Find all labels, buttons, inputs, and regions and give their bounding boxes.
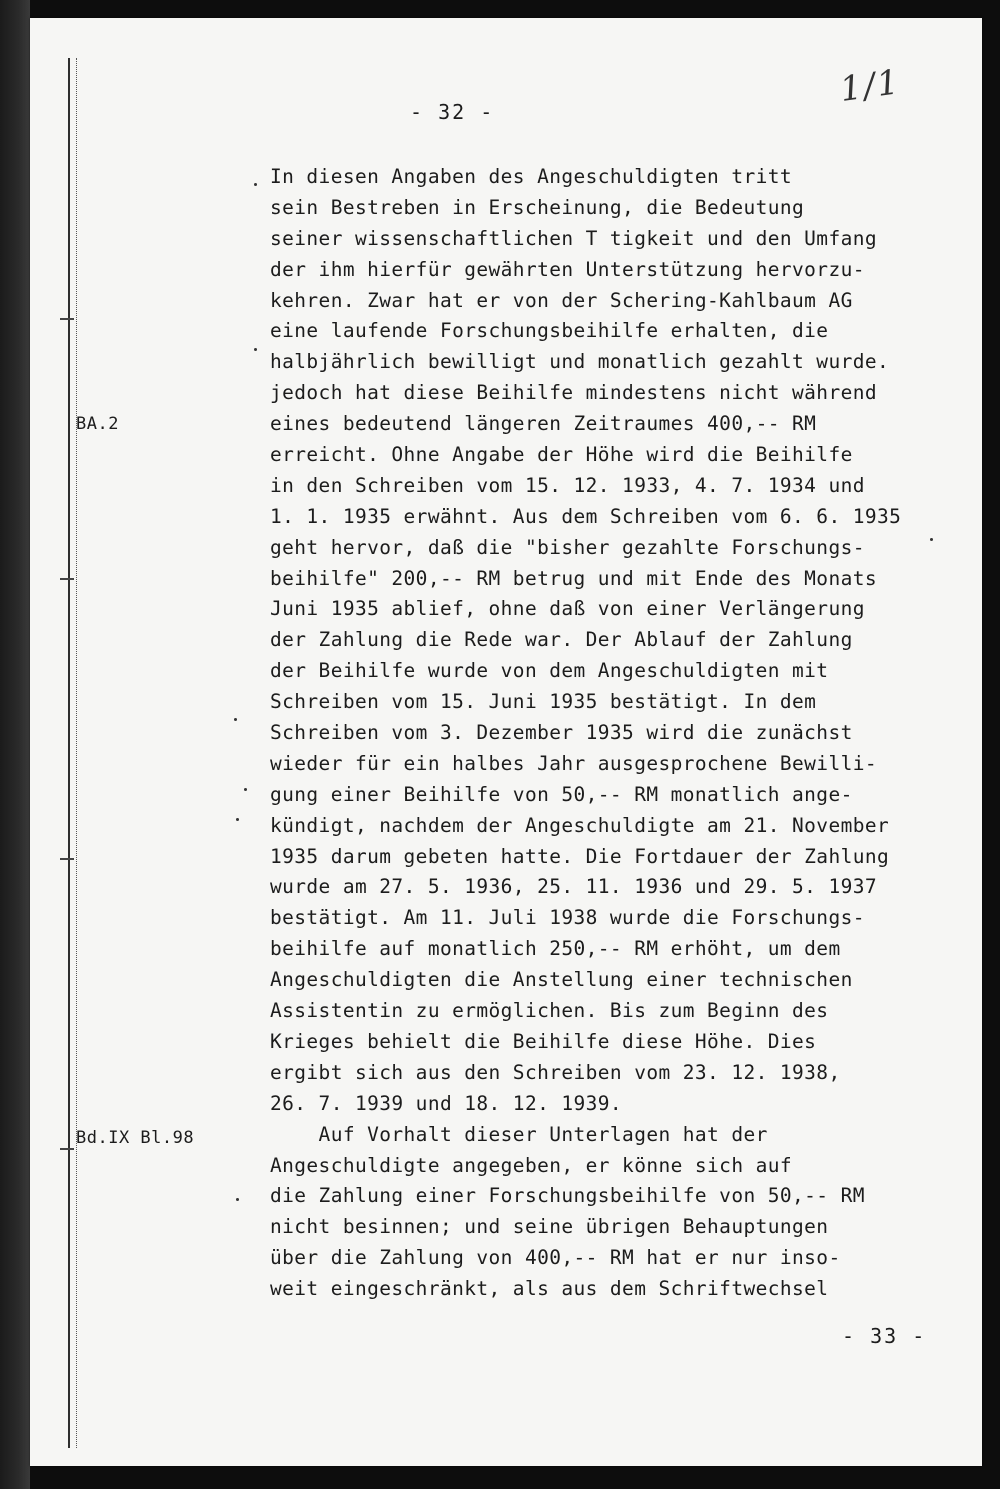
text-line: Juni 1935 ablief, ohne daß von einer Verlängerung <box>270 597 865 621</box>
ink-speck <box>254 183 257 186</box>
text-line: der Zahlung die Rede war. Der Ablauf der Zahlung <box>270 628 853 652</box>
ink-speck <box>236 818 239 821</box>
text-line: der Beihilfe wurde von dem Angeschuldigten mit <box>270 659 829 683</box>
text-line: weit eingeschränkt, als aus dem Schriftwechsel <box>270 1277 829 1301</box>
text-line: in den Schreiben vom 15. 12. 1933, 4. 7. 1934 und <box>270 473 865 497</box>
text-line: Schreiben vom 15. Juni 1935 bestätigt. In dem <box>270 690 817 714</box>
text-line: 1935 darum gebeten hatte. Die Fortdauer der Zahlung <box>270 844 890 868</box>
text-line: beihilfe" 200,-- RM betrug und mit Ende des Monats <box>270 566 877 590</box>
binding-mark <box>60 318 74 320</box>
text-line: Krieges behielt die Beihilfe diese Höhe. Dies <box>270 1029 817 1053</box>
text-line: Assistentin zu ermöglichen. Bis zum Beginn des <box>270 999 829 1023</box>
text-line: der ihm hierfür gewährten Unterstützung hervorzu- <box>270 257 865 281</box>
binding-mark <box>60 858 74 860</box>
text-line: nicht besinnen; und seine übrigen Behauptungen <box>270 1215 829 1239</box>
body-text <box>270 162 970 1305</box>
text-line: eines bedeutend längeren Zeitraumes 400,-- RM <box>270 412 817 436</box>
page-number: - 32 - <box>410 100 495 124</box>
text-line: Angeschuldigte angegeben, er könne sich auf <box>270 1153 793 1177</box>
text-line: wieder für ein halbes Jahr ausgesprochene Bewilli- <box>270 751 877 775</box>
ink-speck <box>254 348 257 351</box>
document-page <box>30 18 982 1466</box>
text-line: wurde am 27. 5. 1936, 25. 11. 1936 und 29. 5. 1937 <box>270 875 877 899</box>
text-line: erreicht. Ohne Angabe der Höhe wird die Beihilfe <box>270 443 853 467</box>
ink-speck <box>930 538 933 541</box>
handwritten-mark: 1/1 <box>837 61 904 111</box>
text-line: Schreiben vom 3. Dezember 1935 wird die zunächst <box>270 721 853 745</box>
text-line: sein Bestreben in Erscheinung, die Bedeutung <box>270 195 805 219</box>
text-line: 26. 7. 1939 und 18. 12. 1939. <box>270 1091 623 1115</box>
binding-mark <box>60 578 74 580</box>
text-line: jedoch hat diese Beihilfe mindestens nicht während <box>270 381 877 405</box>
text-line: Angeschuldigten die Anstellung einer technischen <box>270 968 853 992</box>
text-line: über die Zahlung von 400,-- RM hat er nur inso- <box>270 1246 841 1270</box>
margin-note-bd-ix: Bd.IX Bl.98 <box>76 1128 195 1148</box>
text-line: In diesen Angaben des Angeschuldigten tritt <box>270 165 793 188</box>
text-line: beihilfe auf monatlich 250,-- RM erhöht, um dem <box>270 937 841 961</box>
text-line: kündigt, nachdem der Angeschuldigte am 21. November <box>270 813 890 837</box>
text-line: eine laufende Forschungsbeihilfe erhalten, die <box>270 319 829 343</box>
text-line: seiner wissenschaftlichen T tigkeit und den Umfang <box>270 226 877 250</box>
text-line: halbjährlich bewilligt und monatlich gezahlt wurde. <box>270 350 890 374</box>
text-line: kehren. Zwar hat er von der Schering-Kahlbaum AG <box>270 288 853 312</box>
binding-mark <box>60 1148 74 1150</box>
margin-note-ba2: BA.2 <box>76 414 119 434</box>
ink-speck <box>244 788 247 791</box>
text-line: gung einer Beihilfe von 50,-- RM monatlich ange- <box>270 782 853 806</box>
text-line: 1. 1. 1935 erwähnt. Aus dem Schreiben vom 6. 6. 1935 <box>270 504 902 528</box>
ink-speck <box>236 1198 239 1201</box>
ink-speck <box>234 718 237 721</box>
text-line: die Zahlung einer Forschungsbeihilfe von 50,-- RM <box>270 1184 865 1208</box>
text-line: bestätigt. Am 11. Juli 1938 wurde die Forschungs- <box>270 906 865 930</box>
binding-line <box>68 58 77 1448</box>
text-line: geht hervor, daß die "bisher gezahlte Forschungs- <box>270 535 865 559</box>
scan-gutter <box>0 0 30 1489</box>
text-line: Auf Vorhalt dieser Unterlagen hat der <box>270 1122 768 1146</box>
next-page-number: - 33 - <box>842 1324 927 1348</box>
text-line: ergibt sich aus den Schreiben vom 23. 12. 1938, <box>270 1060 841 1084</box>
